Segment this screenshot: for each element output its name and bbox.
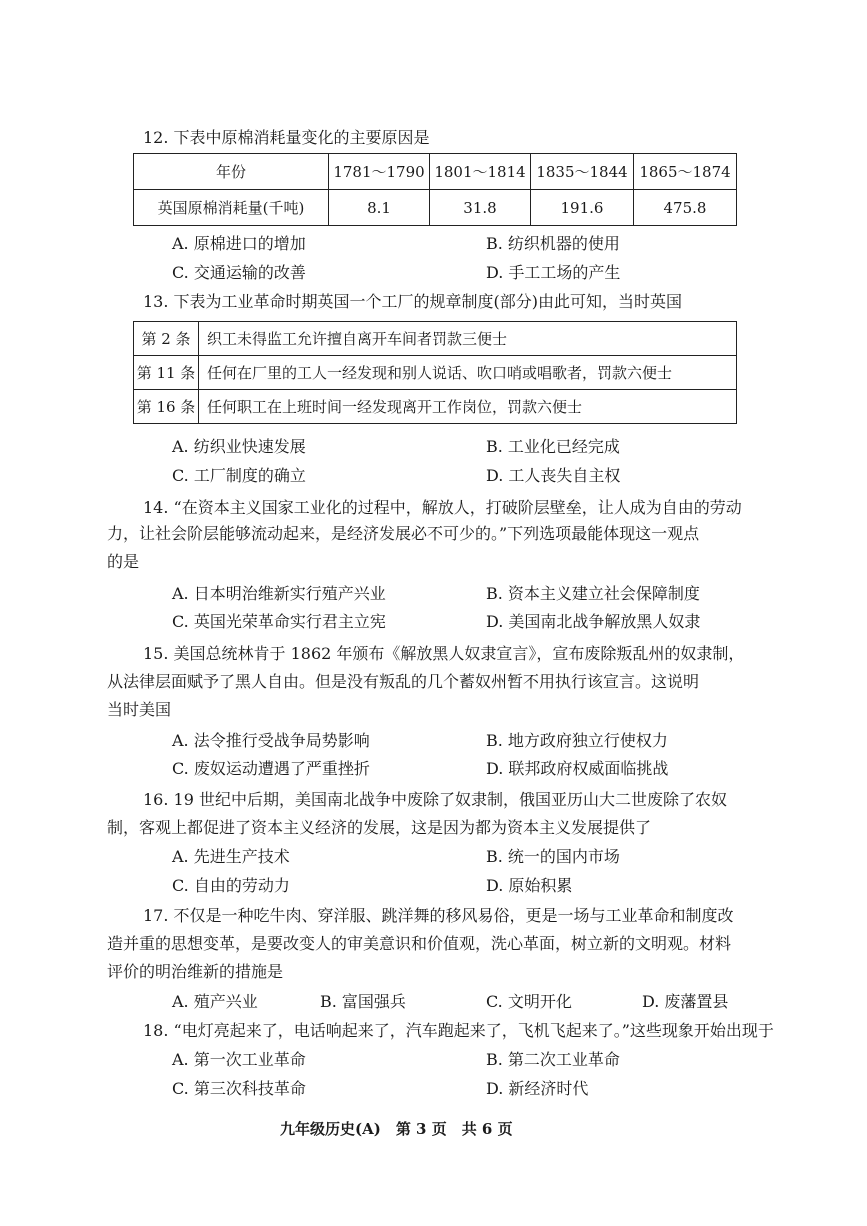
option: A. 纺织业快速发展 — [172, 437, 306, 456]
option: B. 工业化已经完成 — [486, 437, 620, 456]
table-header-cell: 1781～1790 — [329, 154, 430, 190]
table-cell: 475.8 — [634, 190, 737, 226]
option: B. 富国强兵 — [320, 992, 406, 1011]
question-16-line: 16. 19 世纪中后期，美国南北战争中废除了奴隶制，俄国亚历山大二世废除了农奴 — [143, 790, 727, 809]
option: A. 先进生产技术 — [172, 847, 290, 866]
option: C. 自由的劳动力 — [172, 876, 290, 895]
rule-number: 第 11 条 — [134, 356, 199, 390]
question-14-line: 力，让社会阶层能够流动起来，是经济发展必不可少的。”下列选项最能体现这一观点 — [107, 524, 700, 543]
option: B. 统一的国内市场 — [486, 847, 620, 866]
option: C. 交通运输的改善 — [172, 263, 306, 282]
question-13-stem: 13. 下表为工业革命时期英国一个工厂的规章制度(部分)由此可知，当时英国 — [143, 292, 683, 311]
table-row — [134, 356, 737, 390]
table-row — [134, 322, 737, 356]
option: B. 纺织机器的使用 — [486, 234, 620, 253]
question-14-line: 14. “在资本主义国家工业化的过程中，解放人，打破阶层壁垒，让人成为自由的劳动 — [143, 498, 742, 517]
table-cell: 31.8 — [430, 190, 531, 226]
option: D. 新经济时代 — [486, 1079, 589, 1098]
option: C. 废奴运动遭遇了严重挫折 — [172, 759, 370, 778]
option: B. 地方政府独立行使权力 — [486, 731, 668, 750]
option: B. 资本主义建立社会保障制度 — [486, 584, 700, 603]
table-cell: 191.6 — [531, 190, 634, 226]
question-17-line: 17. 不仅是一种吃牛肉、穿洋服、跳洋舞的移风易俗，更是一场与工业革命和制度改 — [143, 906, 734, 925]
option: D. 手工工场的产生 — [486, 263, 621, 282]
question-15-line: 从法律层面赋予了黑人自由。但是没有叛乱的几个蓄奴州暂不用执行该宣言。这说明 — [107, 672, 700, 691]
rule-number: 第 2 条 — [134, 322, 199, 356]
option: D. 废藩置县 — [642, 992, 729, 1011]
option: A. 殖产兴业 — [172, 992, 258, 1011]
table-row — [134, 390, 737, 424]
option: A. 原棉进口的增加 — [172, 234, 306, 253]
table-row — [134, 190, 737, 226]
factory-rules-table — [133, 321, 737, 424]
option: A. 第一次工业革命 — [172, 1050, 306, 1069]
option: C. 工厂制度的确立 — [172, 466, 306, 485]
option: A. 法令推行受战争局势影响 — [172, 731, 370, 750]
option: C. 文明开化 — [486, 992, 572, 1011]
rule-number: 第 16 条 — [134, 390, 199, 424]
question-18-stem: 18. “电灯亮起来了，电话响起来了，汽车跑起来了，飞机飞起来了。”这些现象开始出现于 — [143, 1021, 774, 1040]
rule-text: 织工未得监工允许擅自离开车间者罚款三便士 — [199, 322, 737, 356]
table-cell: 英国原棉消耗量(千吨) — [134, 190, 329, 226]
option: D. 原始积累 — [486, 876, 573, 895]
question-17-line: 评价的明治维新的措施是 — [107, 962, 284, 981]
option: C. 第三次科技革命 — [172, 1079, 306, 1098]
question-15-line: 当时美国 — [107, 700, 172, 719]
rule-text: 任何在厂里的工人一经发现和别人说话、吹口哨或唱歌者，罚款六便士 — [199, 356, 737, 390]
option: D. 工人丧失自主权 — [486, 466, 621, 485]
table-header-cell: 年份 — [134, 154, 329, 190]
table-header-cell: 1835～1844 — [531, 154, 634, 190]
option: D. 联邦政府权威面临挑战 — [486, 759, 669, 778]
table-cell: 8.1 — [329, 190, 430, 226]
question-14-line: 的是 — [107, 552, 140, 571]
page-footer: 九年级历史(A) 第 3 页 共 6 页 — [280, 1120, 513, 1138]
option: A. 日本明治维新实行殖产兴业 — [172, 584, 386, 603]
cotton-consumption-table — [133, 153, 737, 226]
question-17-line: 造并重的思想变革，是要改变人的审美意识和价值观，洗心革面，树立新的文明观。材料 — [107, 934, 732, 953]
option: C. 英国光荣革命实行君主立宪 — [172, 612, 386, 631]
table-header-cell: 1865～1874 — [634, 154, 737, 190]
table-row — [134, 154, 737, 190]
option: D. 美国南北战争解放黑人奴隶 — [486, 612, 701, 631]
question-15-line: 15. 美国总统林肯于 1862 年颁布《解放黑人奴隶宣言》，宣布废除叛乱州的奴隶制， — [143, 644, 745, 663]
question-12-stem: 12. 下表中原棉消耗量变化的主要原因是 — [143, 128, 430, 147]
rule-text: 任何职工在上班时间一经发现离开工作岗位，罚款六便士 — [199, 390, 737, 424]
table-header-cell: 1801～1814 — [430, 154, 531, 190]
question-16-line: 制，客观上都促进了资本主义经济的发展，这是因为都为资本主义发展提供了 — [107, 818, 652, 837]
option: B. 第二次工业革命 — [486, 1050, 620, 1069]
